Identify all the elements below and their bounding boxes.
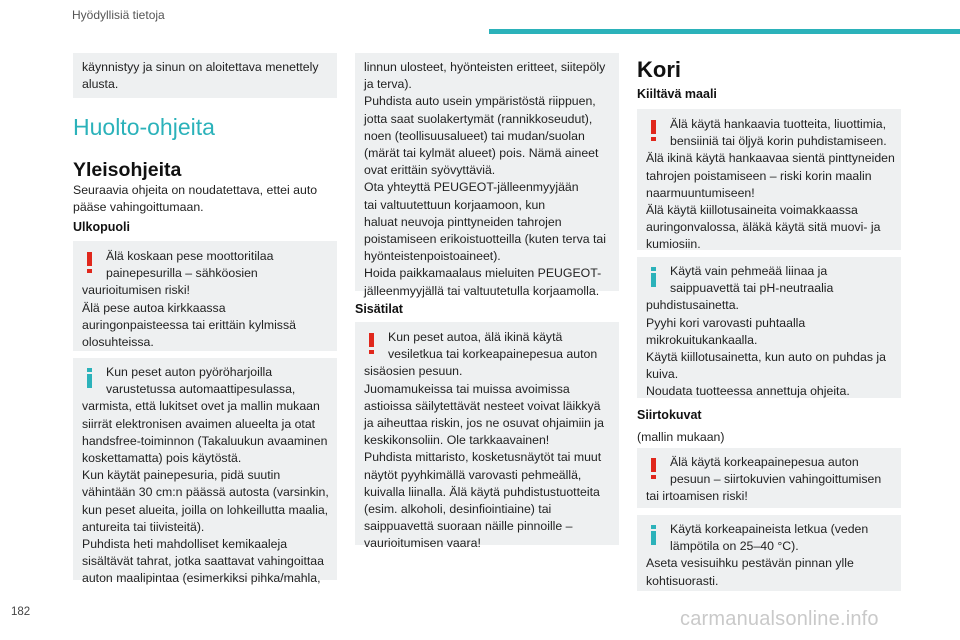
warning-icon: [651, 458, 656, 472]
text-line: mikrokuitukankaalla.: [646, 332, 758, 347]
text-line: tai irtoamisen riski!: [646, 489, 748, 504]
warning-icon: [369, 333, 374, 347]
text-line: bensiiniä tai öljyä korin puhdistamiseen.: [670, 134, 887, 149]
header-section-title: Hyödyllisiä tietoja: [72, 8, 165, 22]
text-line: Seuraavia ohjeita on noudatettava, ettei auto: [73, 183, 318, 197]
text-line: saippuavettä tai pH-neutraalia: [670, 281, 834, 296]
text-line: sisäosien pesuun.: [364, 364, 463, 379]
text-line: alusta.: [82, 77, 119, 92]
intro-text: [73, 182, 317, 216]
text-line: kun peset alueita, joilla on lohkeillutta maalia,: [82, 502, 329, 517]
text-line: vesiletkua tai korkeapainepesua auton: [388, 347, 598, 362]
heading-general: Yleisohjeita: [73, 159, 182, 181]
text-line: näytöt pyyhkimällä varovasti pehmeällä,: [364, 467, 582, 482]
warning-icon: [651, 120, 656, 134]
text-line: jälleenmyyjällä tai valtuutetulla korjaamolla.: [364, 283, 600, 298]
text-line: painepesurilla – sähköosien: [106, 266, 258, 281]
text-line: hyönteistenpoistoaineet).: [364, 249, 501, 264]
heading-body: Kori: [637, 57, 681, 82]
text-line: Älä ikinä käytä hankaavaa sientä pinttyneiden: [646, 151, 895, 166]
text-line: ovat erittäin syövyttäviä.: [364, 163, 496, 178]
text-line: Älä käytä hankaavia tuotteita, liuottimia,: [670, 117, 887, 131]
watermark: carmanualsonline.info: [680, 608, 879, 630]
warning-box-paint: [637, 109, 901, 250]
info-box-decals: [637, 515, 901, 591]
text-line: auringonpaisteessa tai erittäin kylmissä: [82, 317, 296, 332]
text-line: (esim. alkoholi, desinfiointiaine) tai: [364, 502, 552, 517]
text-line: saippuavettä suoraan näille pinnoille –: [364, 519, 573, 534]
text-line: Puhdista mittaristo, kosketusnäytöt tai muut: [364, 450, 602, 465]
text-line: antureita tai tiivisteitä).: [82, 519, 205, 534]
text-line: käynnistyy ja sinun on aloitettava menettely: [82, 60, 319, 74]
text-line: Puhdista heti mahdolliset kemikaaleja: [82, 537, 288, 552]
text-line: kuivalla liinalla. Älä käytä puhdistustuotteita: [364, 484, 600, 499]
text-line: vähintään 30 cm:n päässä autosta (varsinkin,: [82, 485, 329, 500]
info-box-car-wash: [73, 358, 337, 586]
page-number: 182: [11, 606, 31, 618]
text-line: pesuun – siirtokuvien vahingoittumisen: [670, 472, 882, 487]
subheading-glossy-paint: Kiiltävä maali: [637, 87, 717, 101]
text-line: Käytä kiillotusainetta, kun auto on puhdas ja: [646, 350, 886, 365]
text-line: Ota yhteyttä PEUGEOT-jälleenmyyjään: [364, 180, 579, 195]
text-line: Älä koskaan pese moottoritilaa: [106, 249, 274, 263]
text-line: vaurioitumisen vaara!: [364, 536, 481, 551]
text-line: kuiva.: [646, 367, 679, 382]
text-line: ja terva).: [364, 77, 412, 92]
text-line: (märät tai kylmät alueet) pois. Nämä aineet: [364, 146, 599, 161]
text-line: varmista, että lukitset ovet ja mallin mukaan: [82, 399, 320, 414]
info-icon: [87, 374, 92, 388]
text-line: sisältävät tahrat, jotka saattavat vahingoittaa: [82, 554, 324, 569]
info-box-paint: [637, 257, 901, 398]
text-line: puhdistusainetta.: [646, 298, 739, 313]
subheading-decals: Siirtokuvat: [637, 408, 702, 422]
info-icon: [651, 531, 656, 545]
text-line: Käytä vain pehmeää liinaa ja: [670, 264, 828, 278]
text-line: Kun peset auton pyöröharjoilla: [106, 365, 273, 379]
header-accent-bar: [489, 29, 960, 34]
text-line: Hoida paikkamaalaus mieluiten PEUGEOT-: [364, 266, 602, 281]
text-line: auton maalipintaa (esimerkiksi pihka/mahla,: [82, 571, 321, 586]
text-line: siirrät elektronisen avaimen alueelta ja otat: [82, 416, 316, 431]
text-line: Älä pese autoa kirkkaassa: [82, 300, 226, 315]
text-line: ja aiheuttaa riskin, jos ne osuvat ohjaimiin ja: [364, 416, 604, 431]
text-line: tai valtuutettuun korjaamoon, kun: [364, 197, 546, 212]
text-line: Pyyhi kori varovasti puhtaalla: [646, 315, 806, 330]
text-line: varustetussa automaattipesulassa,: [106, 382, 296, 397]
subheading-exterior: Ulkopuoli: [73, 220, 130, 234]
text-line: Älä käytä korkeapainepesua auton: [670, 455, 859, 469]
decals-note: (mallin mukaan): [637, 430, 725, 444]
continuation-box: [355, 53, 619, 298]
text-line: Aseta vesisuihku pestävän pinnan ylle: [646, 556, 854, 571]
text-line: vaurioitumisen riski!: [82, 283, 190, 298]
text-line: linnun ulosteet, hyönteisten eritteet, siitepöly: [364, 60, 606, 74]
text-line: Kun peset autoa, älä ikinä käytä: [388, 330, 563, 344]
warning-box-interior: [355, 322, 619, 551]
text-line: olosuhteissa.: [82, 335, 154, 350]
text-line: kumiosiin.: [646, 237, 701, 252]
text-line: jotta saat suolakertymät (rannikkoseudut),: [364, 111, 593, 126]
text-line: lämpötila on 25–40 °C).: [670, 539, 799, 554]
text-line: kohtisuorasti.: [646, 573, 719, 588]
text-line: pääse vahingoittumaan.: [73, 200, 204, 215]
text-line: noen (teollisuusalueet) tai mudan/suolan: [364, 128, 585, 143]
text-line: Kun käytät painepesuria, pidä suutin: [82, 468, 281, 483]
text-line: koskettamatta) pois käytöstä.: [82, 451, 242, 466]
continuation-box: [73, 53, 337, 98]
text-line: auringonvalossa, äläkä käytä sitä muovi- ja: [646, 220, 881, 235]
warning-box-exterior: [73, 241, 337, 351]
section-title: Huolto-ohjeita: [73, 114, 215, 140]
text-line: naarmuuntumiseen!: [646, 185, 755, 200]
text-line: keskikonsoliin. Ole tarkkaavainen!: [364, 433, 550, 448]
text-line: poistamiseen erikoistuotteilla (kuten terva tai: [364, 232, 606, 247]
text-line: Älä käytä kiillotusaineita voimakkaassa: [646, 203, 858, 218]
text-line: haluat neuvoja pinttyneiden tahrojen: [364, 214, 562, 229]
text-line: astioissa säilytettävät nesteet voivat läikkyä: [364, 398, 601, 413]
warning-icon: [87, 252, 92, 266]
text-line: Noudata tuotteessa annettuja ohjeita.: [646, 384, 850, 399]
text-line: Käytä korkeapaineista letkua (veden: [670, 522, 869, 536]
text-line: tahrojen poistamiseen – riski korin maalin: [646, 168, 872, 183]
text-line: Juomamukeissa tai muissa avoimissa: [364, 381, 570, 396]
text-line: handsfree-toiminnon (Takaluukun avaaminen: [82, 433, 328, 448]
text-line: Puhdista auto usein ympäristöstä riippuen,: [364, 94, 596, 109]
warning-box-decals: [637, 448, 901, 508]
info-icon: [651, 273, 656, 287]
subheading-interior: Sisätilat: [355, 302, 403, 316]
